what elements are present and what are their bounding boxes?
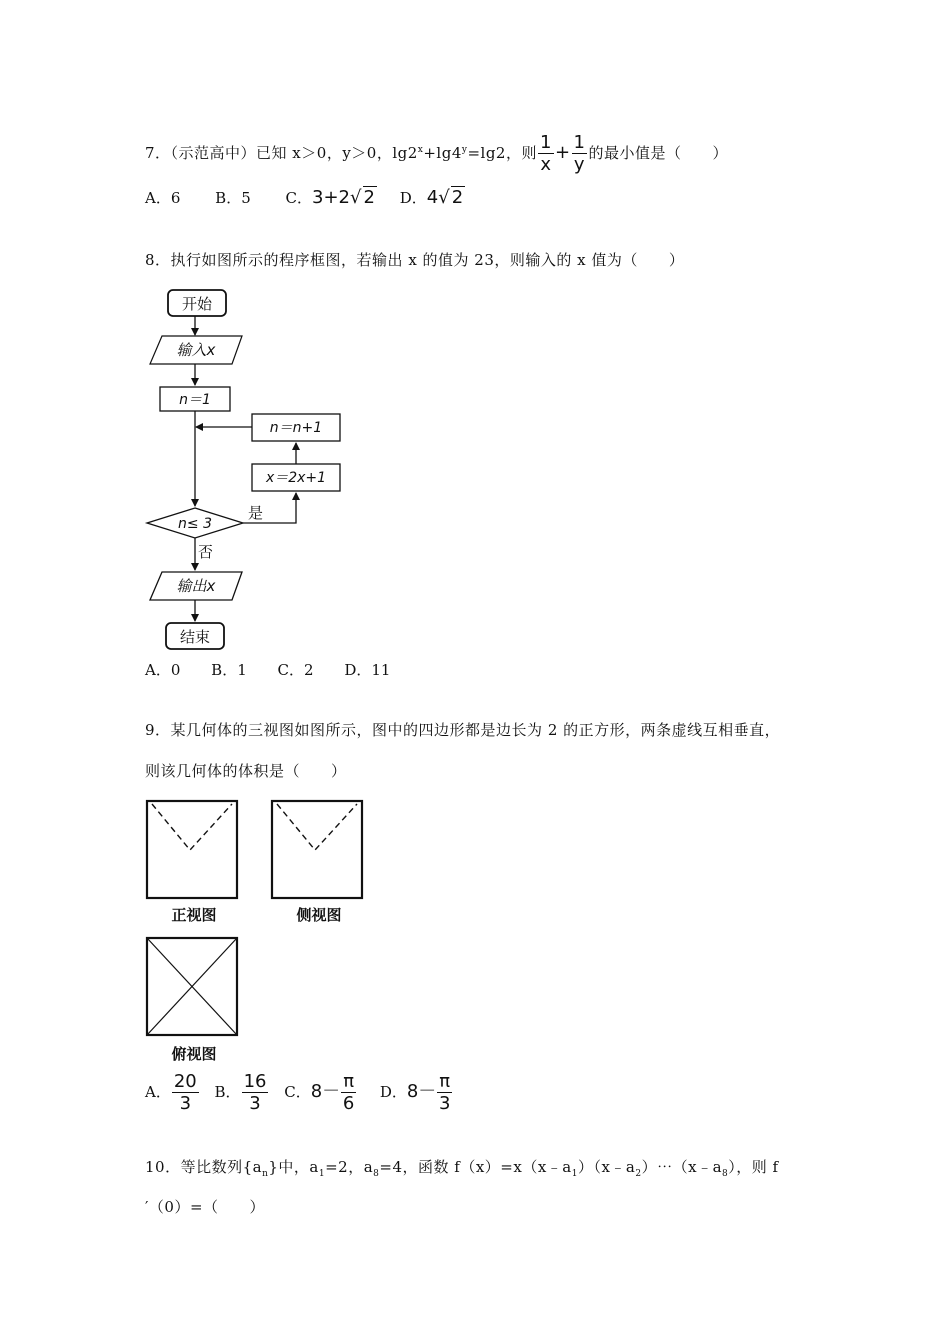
q7-option-c[interactable]: C．3+2√ 2 xyxy=(285,187,375,208)
q9-option-a[interactable]: A． $\frac{20}{3}$ xyxy=(145,1071,197,1114)
q9-stem-line1: 9．某几何体的三视图如图所示，图中的四边形都是边长为 2 的正方形，两条虚线互相垂直， xyxy=(145,721,781,739)
q7-prefix: 7．（示范高中）已知 x＞0，y＞0，lg2 xyxy=(145,144,418,162)
q7-fraction-1-over-y: $\frac{1}{y}$ xyxy=(573,132,586,175)
q9-option-d[interactable]: D．8－ $\frac{\pi}{3}$ xyxy=(379,1071,451,1114)
q10-stem-line2: ′（0）=（ ） xyxy=(145,1198,266,1216)
q7-mid2: =lg2，则 xyxy=(467,144,537,162)
q9-three-views xyxy=(140,795,380,1065)
q7-option-d[interactable]: D．4√ 2 xyxy=(399,187,464,208)
flow-update-x-label: x＝2x+1 xyxy=(265,470,327,486)
flow-init-label: n＝1 xyxy=(179,392,211,408)
flow-condition-label: n≤ 3 xyxy=(178,516,212,532)
q7-option-a[interactable]: A．6 xyxy=(145,189,181,207)
flow-update-n-label: n＝n+1 xyxy=(269,420,323,436)
top-view-caption: 俯视图 xyxy=(171,1045,217,1063)
q8-options xyxy=(145,659,390,680)
side-view-caption: 侧视图 xyxy=(296,906,342,924)
q7-option-b[interactable]: B．5 xyxy=(215,189,251,207)
side-view-square xyxy=(272,801,362,898)
q10-stem-line1: 10．等比数列$\{a_n\}$中，$a_1=2$，$a_8=4$，函数 $f(x)=x(x﹣a_1)(x﹣a_2)\cdots(x﹣a_8)$，则 f xyxy=(145,1158,779,1179)
q7-plus: + xyxy=(554,142,571,163)
flow-no-label: 否 xyxy=(198,543,214,561)
q7-sup-y: y xyxy=(461,145,468,155)
q8-option-b[interactable]: B．1 xyxy=(211,661,247,679)
front-view-square xyxy=(147,801,237,898)
q7-fraction-1-over-x: $\frac{1}{x}$ xyxy=(539,132,552,175)
flow-start-label: 开始 xyxy=(181,295,213,313)
q8-flowchart xyxy=(140,282,360,657)
q7-sup-x: x xyxy=(417,145,424,155)
flow-yes-label: 是 xyxy=(248,504,264,522)
flow-input-label: 输入x xyxy=(176,341,216,359)
flow-end-label: 结束 xyxy=(179,628,211,646)
q8-option-c[interactable]: C．2 xyxy=(277,661,314,679)
q7-stem xyxy=(145,132,728,174)
front-view-caption: 正视图 xyxy=(171,906,217,924)
q8-stem: 8．执行如图所示的程序框图，若输出 x 的值为 23，则输入的 x 值为（ ） xyxy=(145,251,685,269)
q8-option-d[interactable]: D．11 xyxy=(344,661,391,679)
q9-stem-line2: 则该几何体的体积是（ ） xyxy=(145,762,347,780)
flow-output-label: 输出x xyxy=(176,577,216,595)
q9-option-b[interactable]: B． $\frac{16}{3}$ xyxy=(214,1071,267,1114)
q9-option-c[interactable]: C．8－ $\frac{\pi}{6}$ xyxy=(284,1071,355,1114)
q8-option-a[interactable]: A．0 xyxy=(145,661,181,679)
q7-mid1: +lg4 xyxy=(423,144,462,162)
q9-options xyxy=(145,1070,453,1114)
q7-suffix: 的最小值是（ ） xyxy=(588,144,728,162)
q7-options xyxy=(145,186,465,208)
